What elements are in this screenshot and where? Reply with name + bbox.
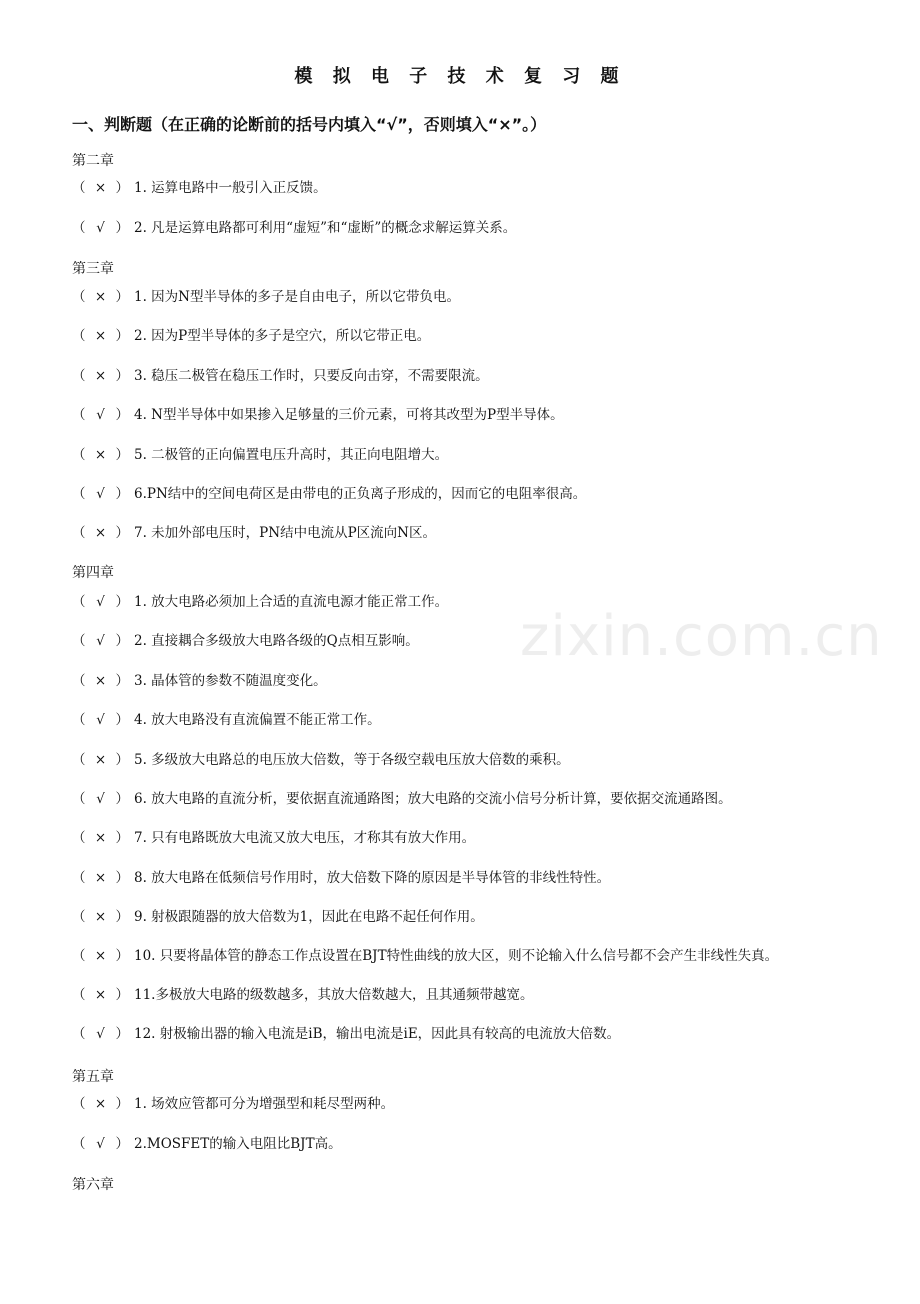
cross-mark-icon: × [94, 180, 107, 196]
cross-mark-icon: × [94, 368, 107, 384]
open-bracket: （ [72, 407, 86, 423]
judgment-item [72, 522, 436, 544]
judgment-item [72, 217, 516, 239]
open-bracket: （ [72, 633, 86, 649]
statement-text: 1. 运算电路中一般引入正反馈。 [134, 180, 327, 196]
open-bracket: （ [72, 289, 86, 305]
close-bracket: ） [115, 368, 129, 384]
statement-text: 6. 放大电路的直流分析，要依据直流通路图；放大电路的交流小信号分析计算，要依据交流通路图。 [134, 791, 732, 807]
answer-bracket [72, 591, 134, 613]
statement-text: 1. 放大电路必须加上合适的直流电源才能正常工作。 [134, 594, 449, 610]
answer-bracket [72, 670, 134, 692]
cross-mark-icon: × [94, 948, 107, 964]
document-title: 模 拟 电 子 技 术 复 习 题 [294, 66, 626, 87]
statement-text: 2. 凡是运算电路都可利用“虚短”和“虚断”的概念求解运算关系。 [134, 220, 517, 236]
check-mark-icon: √ [96, 791, 105, 807]
close-bracket: ） [115, 328, 129, 344]
statement-text: 5. 二极管的正向偏置电压升高时，其正向电阻增大。 [134, 447, 449, 463]
open-bracket: （ [72, 673, 86, 689]
answer-bracket [72, 325, 134, 347]
answer-bracket [72, 630, 134, 652]
check-mark-icon: √ [96, 594, 105, 610]
statement-text: 2. 直接耦合多级放大电路各级的Q点相互影响。 [134, 633, 419, 649]
cross-mark-icon: × [94, 870, 107, 886]
judgment-item [72, 788, 732, 810]
chapter-heading: 第六章 [72, 1177, 114, 1193]
answer-bracket [72, 177, 134, 199]
answer-bracket [72, 286, 134, 308]
check-mark-icon: √ [96, 407, 105, 423]
close-bracket: ） [115, 870, 129, 886]
answer-bracket [72, 749, 134, 771]
statement-text: 6.PN结中的空间电荷区是由带电的正负离子形成的，因而它的电阻率很高。 [134, 486, 587, 502]
close-bracket: ） [115, 180, 129, 196]
close-bracket: ） [115, 673, 129, 689]
open-bracket: （ [72, 830, 86, 846]
close-bracket: ） [115, 525, 129, 541]
chapter-heading: 第四章 [72, 565, 114, 581]
open-bracket: （ [72, 447, 86, 463]
open-bracket: （ [72, 220, 86, 236]
answer-bracket [72, 1023, 134, 1045]
close-bracket: ） [115, 1136, 129, 1152]
answer-bracket [72, 788, 134, 810]
answer-bracket [72, 522, 134, 544]
open-bracket: （ [72, 525, 86, 541]
check-mark-icon: √ [96, 1136, 105, 1152]
answer-bracket [72, 827, 134, 849]
cross-mark-icon: × [94, 328, 107, 344]
check-mark-icon: √ [96, 220, 105, 236]
judgment-item [72, 906, 484, 928]
judgment-item [72, 286, 460, 308]
open-bracket: （ [72, 486, 86, 502]
open-bracket: （ [72, 712, 86, 728]
open-bracket: （ [72, 948, 86, 964]
judgment-item [72, 827, 475, 849]
open-bracket: （ [72, 180, 86, 196]
judgment-item [72, 984, 533, 1006]
cross-mark-icon: × [94, 752, 107, 768]
judgment-item [72, 867, 610, 889]
answer-bracket [72, 867, 134, 889]
statement-text: 5. 多级放大电路总的电压放大倍数，等于各级空载电压放大倍数的乘积。 [134, 752, 570, 768]
judgment-item [72, 945, 778, 967]
judgment-item [72, 483, 586, 505]
open-bracket: （ [72, 870, 86, 886]
cross-mark-icon: × [94, 1096, 107, 1112]
statement-text: 3. 晶体管的参数不随温度变化。 [134, 673, 327, 689]
open-bracket: （ [72, 368, 86, 384]
close-bracket: ） [115, 220, 129, 236]
close-bracket: ） [115, 752, 129, 768]
statement-text: 7. 只有电路既放大电流又放大电压，才称其有放大作用。 [134, 830, 476, 846]
cross-mark-icon: × [94, 830, 107, 846]
check-mark-icon: √ [96, 633, 105, 649]
judgment-item [72, 1023, 620, 1045]
answer-bracket [72, 1133, 134, 1155]
check-mark-icon: √ [96, 1026, 105, 1042]
judgment-item [72, 591, 448, 613]
close-bracket: ） [115, 712, 129, 728]
judgment-item [72, 709, 381, 731]
answer-bracket [72, 984, 134, 1006]
cross-mark-icon: × [94, 289, 107, 305]
close-bracket: ） [115, 1026, 129, 1042]
check-mark-icon: √ [96, 712, 105, 728]
close-bracket: ） [115, 830, 129, 846]
judgment-item [72, 365, 489, 387]
chapter-heading: 第二章 [72, 153, 114, 169]
watermark: zixin.com.cn [520, 604, 883, 669]
answer-bracket [72, 444, 134, 466]
open-bracket: （ [72, 909, 86, 925]
open-bracket: （ [72, 791, 86, 807]
statement-text: 10. 只要将晶体管的静态工作点设置在BJT特性曲线的放大区，则不论输入什么信号都不会产生非线性失真。 [134, 948, 779, 964]
answer-bracket [72, 906, 134, 928]
statement-text: 7. 未加外部电压时，PN结中电流从P区流向N区。 [134, 525, 436, 541]
answer-bracket [72, 945, 134, 967]
open-bracket: （ [72, 987, 86, 1003]
cross-mark-icon: × [94, 909, 107, 925]
answer-bracket [72, 217, 134, 239]
statement-text: 11.多极放大电路的级数越多，其放大倍数越大，且其通频带越宽。 [134, 987, 534, 1003]
statement-text: 1. 因为N型半导体的多子是自由电子，所以它带负电。 [134, 289, 460, 305]
open-bracket: （ [72, 328, 86, 344]
statement-text: 3. 稳压二极管在稳压工作时，只要反向击穿，不需要限流。 [134, 368, 489, 384]
close-bracket: ） [115, 791, 129, 807]
statement-text: 1. 场效应管都可分为增强型和耗尽型两种。 [134, 1096, 395, 1112]
cross-mark-icon: × [94, 447, 107, 463]
answer-bracket [72, 404, 134, 426]
judgment-item [72, 325, 430, 347]
judgment-item [72, 749, 570, 771]
statement-text: 9. 射极跟随器的放大倍数为1，因此在电路不起任何作用。 [134, 909, 484, 925]
statement-text: 12. 射极输出器的输入电流是iB，输出电流是iE，因此具有较高的电流放大倍数。 [134, 1026, 621, 1042]
open-bracket: （ [72, 1136, 86, 1152]
answer-bracket [72, 1093, 134, 1115]
judgment-item [72, 444, 448, 466]
close-bracket: ） [115, 633, 129, 649]
close-bracket: ） [115, 594, 129, 610]
open-bracket: （ [72, 752, 86, 768]
close-bracket: ） [115, 486, 129, 502]
open-bracket: （ [72, 594, 86, 610]
close-bracket: ） [115, 948, 129, 964]
chapter-heading: 第五章 [72, 1069, 114, 1085]
statement-text: 8. 放大电路在低频信号作用时，放大倍数下降的原因是半导体管的非线性特性。 [134, 870, 611, 886]
judgment-item [72, 670, 327, 692]
open-bracket: （ [72, 1096, 86, 1112]
judgment-item [72, 1093, 394, 1115]
statement-text: 2. 因为P型半导体的多子是空穴，所以它带正电。 [134, 328, 431, 344]
close-bracket: ） [115, 447, 129, 463]
statement-text: 4. N型半导体中如果掺入足够量的三价元素，可将其改型为P型半导体。 [134, 407, 564, 423]
close-bracket: ） [115, 987, 129, 1003]
statement-text: 4. 放大电路没有直流偏置不能正常工作。 [134, 712, 381, 728]
answer-bracket [72, 483, 134, 505]
answer-bracket [72, 365, 134, 387]
answer-bracket [72, 709, 134, 731]
cross-mark-icon: × [94, 525, 107, 541]
close-bracket: ） [115, 289, 129, 305]
close-bracket: ） [115, 909, 129, 925]
judgment-item [72, 630, 419, 652]
open-bracket: （ [72, 1026, 86, 1042]
close-bracket: ） [115, 1096, 129, 1112]
cross-mark-icon: × [94, 673, 107, 689]
statement-text: 2.MOSFET的输入电阻比BJT高。 [134, 1136, 342, 1152]
cross-mark-icon: × [94, 987, 107, 1003]
judgment-item [72, 177, 327, 199]
section-heading: 一、判断题（在正确的论断前的括号内填入“√”，否则填入“×”。） [72, 115, 547, 134]
judgment-item [72, 1133, 342, 1155]
check-mark-icon: √ [96, 486, 105, 502]
judgment-item [72, 404, 564, 426]
close-bracket: ） [115, 407, 129, 423]
chapter-heading: 第三章 [72, 261, 114, 277]
